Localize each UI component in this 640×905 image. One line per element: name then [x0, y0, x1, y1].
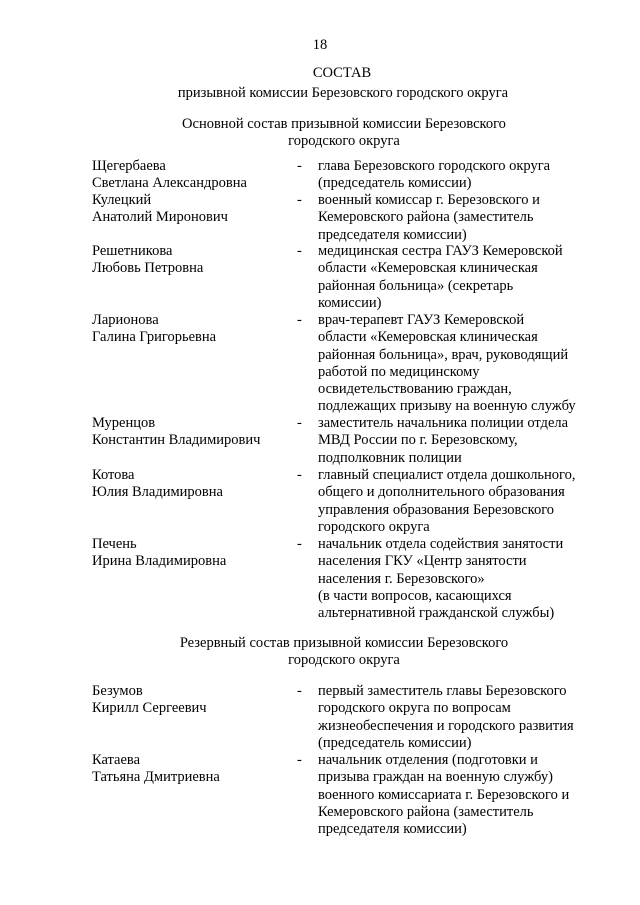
- role-line: работой по медицинскому: [318, 363, 480, 380]
- role-line: (в части вопросов, касающихся: [318, 587, 512, 604]
- role-line: населения ГКУ «Центр занятости: [318, 553, 527, 570]
- role-line: заместитель начальника полиции отдела: [318, 415, 569, 431]
- surname: Ларионова: [92, 312, 159, 328]
- given-names: Галина Григорьевна: [92, 329, 217, 346]
- given-names: Ирина Владимировна: [92, 553, 227, 570]
- role-line: (председатель комиссии): [318, 734, 472, 751]
- surname: Щегербаева: [92, 158, 166, 174]
- given-names: Юлия Владимировна: [92, 484, 223, 501]
- separator-dash: -: [297, 683, 302, 699]
- member-name: [92, 192, 228, 227]
- separator-dash: -: [297, 243, 302, 259]
- given-names: Константин Владимирович: [92, 432, 261, 449]
- role-line: МВД России по г. Березовскому,: [318, 432, 518, 449]
- separator-dash: -: [297, 752, 302, 768]
- separator-dash: -: [297, 312, 302, 328]
- surname: Печень: [92, 536, 137, 552]
- given-names: Анатолий Миронович: [92, 209, 228, 226]
- role-line: первый заместитель главы Березовского: [318, 683, 567, 699]
- role-line: комиссии): [318, 294, 382, 311]
- role-line: военного комиссариата г. Березовского и: [318, 786, 570, 803]
- heading-line: Основной состав призывной комиссии Березовского: [182, 116, 506, 132]
- role-line: председателя комиссии): [318, 821, 467, 838]
- document-title: СОСТАВ: [312, 65, 372, 81]
- heading-line: городского округа: [288, 133, 400, 150]
- member-role: [318, 415, 618, 467]
- separator-dash: -: [297, 192, 302, 208]
- member-name: [92, 752, 220, 787]
- heading-line: городского округа: [288, 652, 400, 669]
- surname: Безумов: [92, 683, 143, 699]
- member-role: [318, 536, 618, 622]
- given-names: Светлана Александровна: [92, 175, 247, 192]
- member-name: [92, 312, 216, 347]
- role-line: населения г. Березовского»: [318, 570, 485, 587]
- role-line: Кемеровского района (заместитель: [318, 209, 534, 226]
- separator-dash: -: [297, 158, 302, 174]
- surname: Катаева: [92, 752, 141, 768]
- role-line: (председатель комиссии): [318, 175, 472, 192]
- role-line: городского округа по вопросам: [318, 700, 511, 717]
- role-line: жизнеобеспечения и городского развития: [318, 717, 574, 734]
- role-line: председателя комиссии): [318, 226, 467, 243]
- member-role: [318, 683, 618, 752]
- role-line: военный комиссар г. Березовского и: [318, 192, 540, 208]
- member-role: [318, 312, 618, 416]
- role-line: районная больница», врач, руководящий: [318, 346, 569, 363]
- role-line: области «Кемеровская клиническая: [318, 329, 538, 346]
- role-line: главный специалист отдела дошкольного,: [318, 467, 576, 483]
- member-name: [92, 683, 207, 718]
- member-name: [92, 243, 203, 278]
- separator-dash: -: [297, 536, 302, 552]
- role-line: освидетельствованию граждан,: [318, 381, 512, 398]
- role-line: общего и дополнительного образования: [318, 484, 565, 501]
- role-line: врач-терапевт ГАУЗ Кемеровской: [318, 312, 525, 328]
- separator-dash: -: [297, 467, 302, 483]
- given-names: Любовь Петровна: [92, 260, 204, 277]
- member-name: [92, 158, 247, 193]
- member-role: [318, 158, 618, 193]
- surname: Муренцов: [92, 415, 156, 431]
- role-line: подлежащих призыву на военную службу: [318, 398, 576, 415]
- role-line: подполковник полиции: [318, 449, 462, 466]
- role-line: начальник отделения (подготовки и: [318, 752, 538, 768]
- member-name: [92, 536, 226, 571]
- surname: Кулецкий: [92, 192, 152, 208]
- role-line: районная больница» (секретарь: [318, 277, 514, 294]
- role-line: начальник отдела содействия занятости: [318, 536, 564, 552]
- reserve-composition-heading: [0, 635, 640, 670]
- given-names: Татьяна Дмитриевна: [92, 769, 220, 786]
- member-role: [318, 192, 618, 244]
- member-name: [92, 467, 223, 502]
- role-line: призыва граждан на военную службу): [318, 769, 553, 786]
- page-number: 18: [312, 37, 328, 53]
- role-line: альтернативной гражданской службы): [318, 605, 555, 622]
- role-line: области «Кемеровская клиническая: [318, 260, 538, 277]
- role-line: городского округа: [318, 518, 430, 535]
- given-names: Кирилл Сергеевич: [92, 700, 207, 717]
- role-line: управления образования Березовского: [318, 501, 555, 518]
- surname: Решетникова: [92, 243, 173, 259]
- member-name: [92, 415, 260, 450]
- role-line: Кемеровского района (заместитель: [318, 803, 534, 820]
- role-line: медицинская сестра ГАУЗ Кемеровской: [318, 243, 563, 259]
- role-line: глава Березовского городского округа: [318, 158, 551, 174]
- member-role: [318, 467, 618, 536]
- surname: Котова: [92, 467, 135, 483]
- member-role: [318, 243, 618, 312]
- separator-dash: -: [297, 415, 302, 431]
- main-composition-heading: [0, 116, 640, 151]
- member-role: [318, 752, 618, 838]
- document-subtitle: призывной комиссии Березовского городского округа: [177, 85, 509, 101]
- heading-line: Резервный состав призывной комиссии Березовского: [179, 635, 509, 651]
